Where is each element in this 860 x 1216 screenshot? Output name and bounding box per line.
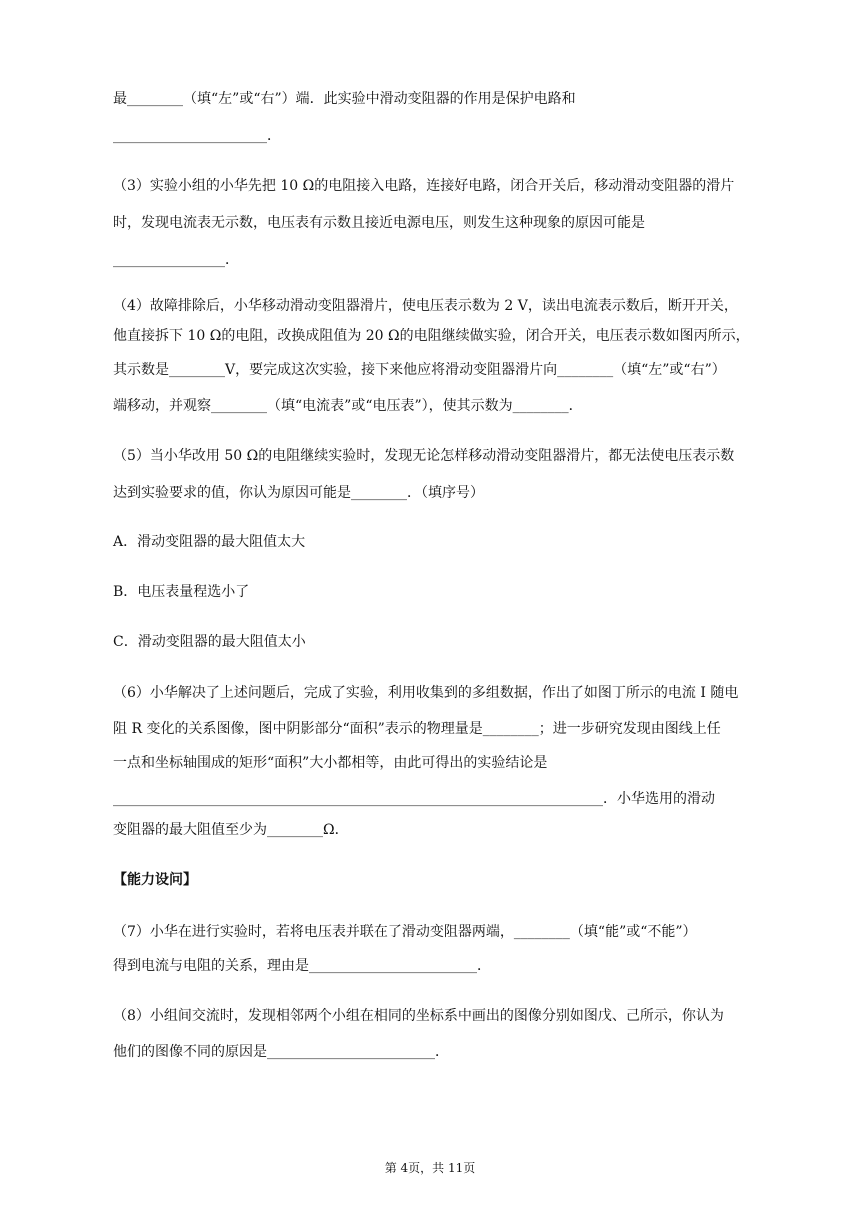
question-4-line-1: （4）故障排除后，小华移动滑动变阻器滑片，使电压表示数为 2 V，读出电流表示数后，断开开关， xyxy=(113,298,738,314)
question-3-line-3: ________________． xyxy=(113,252,239,268)
question-4-line-3: 其示数是________V，要完成这次实验，接下来他应将滑动变阻器滑片向________（填“左”或“右”） xyxy=(113,362,726,378)
question-6-line-2: 阻 R 变化的关系图像，图中阴影部分“面积”表示的物理量是________；进一步研究发现由图线上任 xyxy=(113,721,721,737)
question-5-line-1: （5）当小华改用 50 Ω的电阻继续实验时，发现无论怎样移动滑动变阻器滑片，都无法使电压表示数 xyxy=(113,448,735,464)
question-7-line-2: 得到电流与电阻的关系，理由是________________________． xyxy=(113,958,491,974)
question-8-line-1: （8）小组间交流时，发现相邻两个小组在相同的坐标系中画出的图像分别如图戊、己所示，你认为 xyxy=(113,1008,724,1024)
option-b: B．电压表量程选小了 xyxy=(113,584,250,600)
question-4-line-4: 端移动，并观察________（填“电流表”或“电压表”），使其示数为________． xyxy=(113,398,583,414)
option-c: C．滑动变阻器的最大阻值太小 xyxy=(113,634,306,650)
question-6-line-4: ______________________________________________________________________．小华选用的滑动 xyxy=(113,791,715,807)
question-3-line-2: 时，发现电流表无示数，电压表有示数且接近电源电压，则发生这种现象的原因可能是 xyxy=(113,215,645,231)
question-6-line-5: 变阻器的最大阻值至少为________Ω． xyxy=(113,822,349,838)
question-3-line-1: （3）实验小组的小华先把 10 Ω的电阻接入电路，连接好电路，闭合开关后，移动滑动变阻器的滑片 xyxy=(113,178,735,194)
question-6-line-3: 一点和坐标轴围成的矩形“面积”大小都相等，由此可得出的实验结论是 xyxy=(113,755,548,771)
page-footer: 第 4页，共 11页 xyxy=(384,1161,476,1175)
question-4-line-2: 他直接拆下 10 Ω的电阻，改换成阻值为 20 Ω的电阻继续做实验，闭合开关，电压表示数如图丙所示， xyxy=(113,328,750,344)
question-6-line-1: （6）小华解决了上述问题后，完成了实验，利用收集到的多组数据，作出了如图丁所示的电流 I 随电 xyxy=(113,685,739,701)
section-heading: 【能力设问】 xyxy=(113,872,197,888)
question-8-line-2: 他们的图像不同的原因是________________________． xyxy=(113,1044,449,1060)
question-2-blank-line: ______________________． xyxy=(113,128,281,144)
question-2-continuation: 最________（填“左”或“右”）端．此实验中滑动变阻器的作用是保护电路和 xyxy=(113,91,576,107)
question-7-line-1: （7）小华在进行实验时，若将电压表并联在了滑动变阻器两端，________（填“能”或“不能”） xyxy=(113,924,697,940)
option-a: A．滑动变阻器的最大阻值太大 xyxy=(113,534,306,550)
question-5-line-2: 达到实验要求的值，你认为原因可能是________．（填序号） xyxy=(113,485,484,501)
